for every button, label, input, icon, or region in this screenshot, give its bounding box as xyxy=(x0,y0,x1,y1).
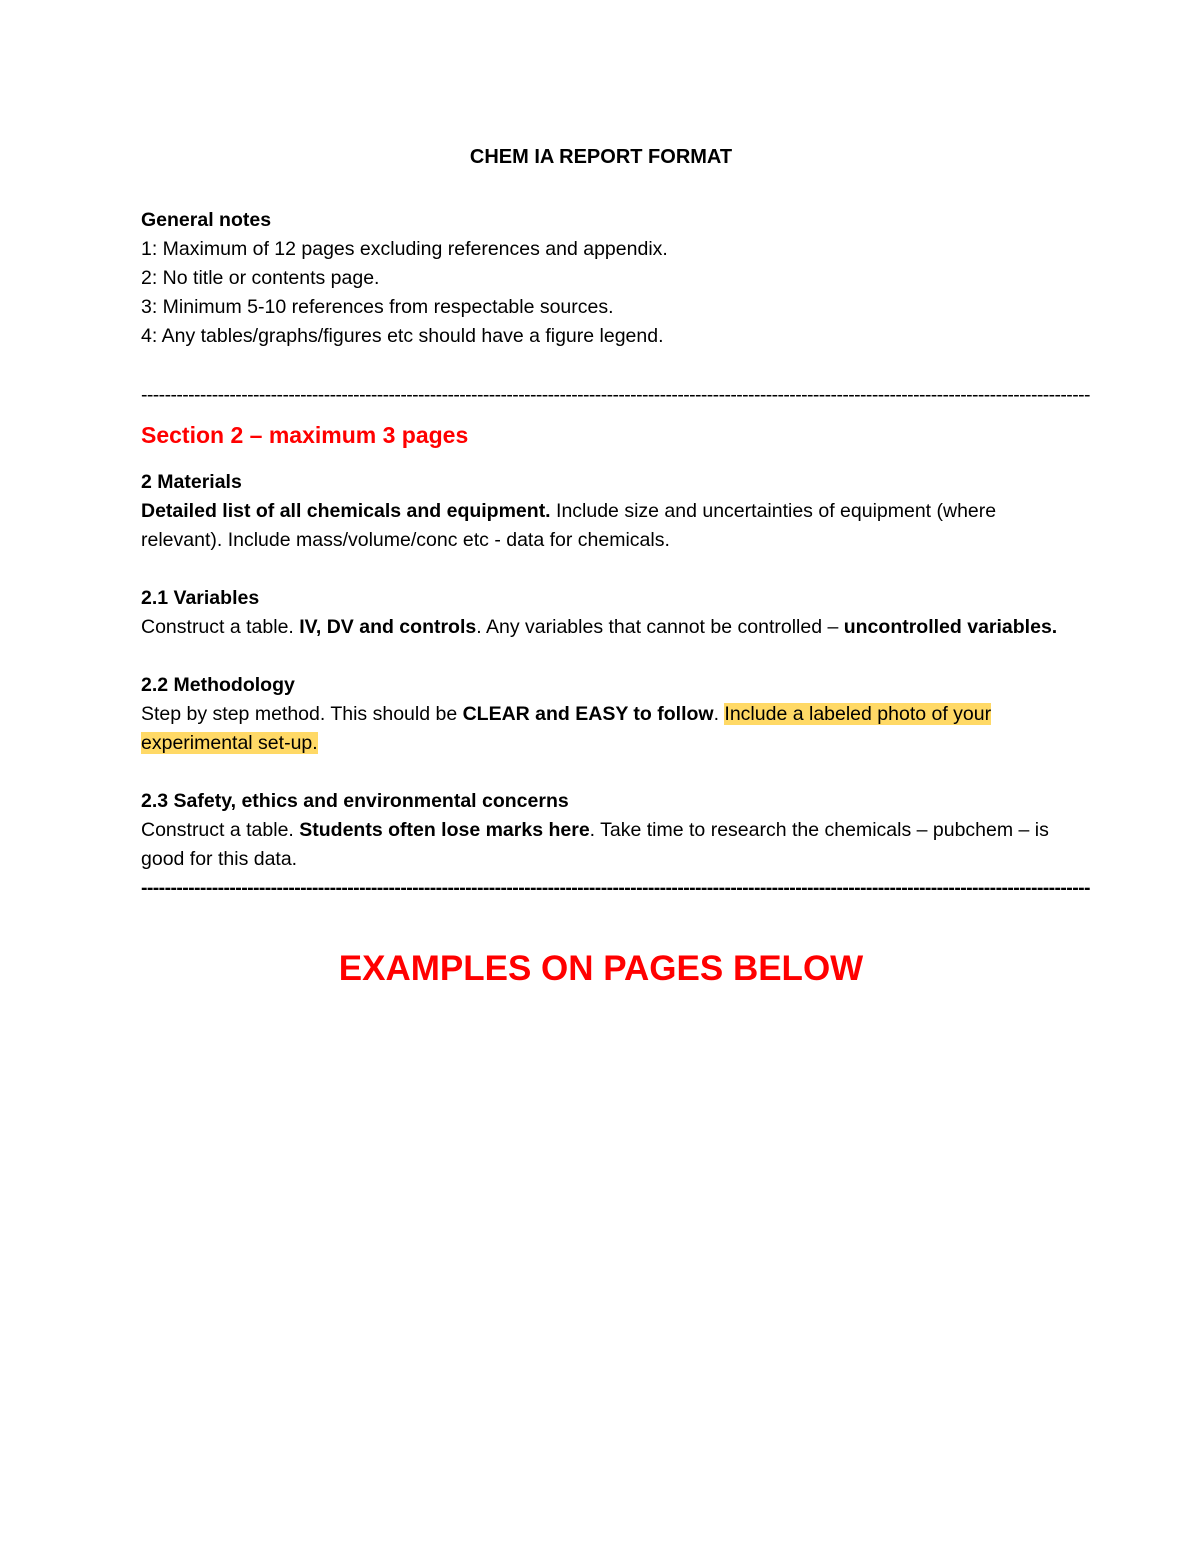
general-notes-heading: General notes xyxy=(141,209,272,231)
safety-text xyxy=(141,816,1061,874)
variables-bold-1: IV, DV and controls xyxy=(299,616,477,638)
methodology-highlight: Include a labeled photo of your experimental set-up. xyxy=(141,703,992,754)
spacer xyxy=(141,642,1061,671)
variables-bold-2: uncontrolled variables. xyxy=(843,616,1058,638)
document-title: CHEM IA REPORT FORMAT xyxy=(469,146,733,168)
methodology-bold-1: CLEAR and EASY to follow xyxy=(462,703,714,725)
spacer xyxy=(141,351,1061,381)
safety-text-2: . Take time to research the chemicals – pubchem – is good for this data. xyxy=(141,819,1049,870)
methodology-heading: 2.2 Methodology xyxy=(141,674,295,696)
materials-text xyxy=(141,497,1061,555)
methodology-text-1: Step by step method. This should be xyxy=(141,703,463,725)
section-heading: Section 2 – maximum 3 pages xyxy=(141,422,469,448)
document-content xyxy=(141,143,1090,991)
safety-bold-1: Students often lose marks here xyxy=(299,819,590,841)
general-note-2: 2: No title or contents page. xyxy=(141,267,380,289)
materials-heading: 2 Materials xyxy=(141,471,242,493)
variables-text xyxy=(141,613,1061,642)
variables-heading: 2.1 Variables xyxy=(141,587,260,609)
variables-text-2: . Any variables that cannot be controlled – xyxy=(476,616,844,638)
section-divider-bottom: ----------------------------------------------------------------------------------------------------------------------------------------------------------------- xyxy=(141,877,1090,899)
section-divider-top: ----------------------------------------------------------------------------------------------------------------------------------------------------------------- xyxy=(141,384,1090,406)
variables-text-1: Construct a table. xyxy=(141,616,300,638)
safety-heading: 2.3 Safety, ethics and environmental concerns xyxy=(141,790,569,812)
materials-bold-lead: Detailed list of all chemicals and equipment. xyxy=(141,500,551,522)
spacer xyxy=(141,555,1061,584)
general-note-1: 1: Maximum of 12 pages excluding references and appendix. xyxy=(141,238,668,260)
methodology-text-2: . xyxy=(713,703,725,725)
safety-text-1: Construct a table. xyxy=(141,819,300,841)
examples-heading: EXAMPLES ON PAGES BELOW xyxy=(338,949,864,988)
general-note-4: 4: Any tables/graphs/figures etc should have a figure legend. xyxy=(141,325,664,347)
materials-body: Include size and uncertainties of equipment (where relevant). Include mass/volume/conc etc - data for chemicals. xyxy=(141,500,997,551)
spacer xyxy=(141,758,1061,787)
general-note-3: 3: Minimum 5-10 references from respectable sources. xyxy=(141,296,614,318)
methodology-text xyxy=(141,700,1061,758)
